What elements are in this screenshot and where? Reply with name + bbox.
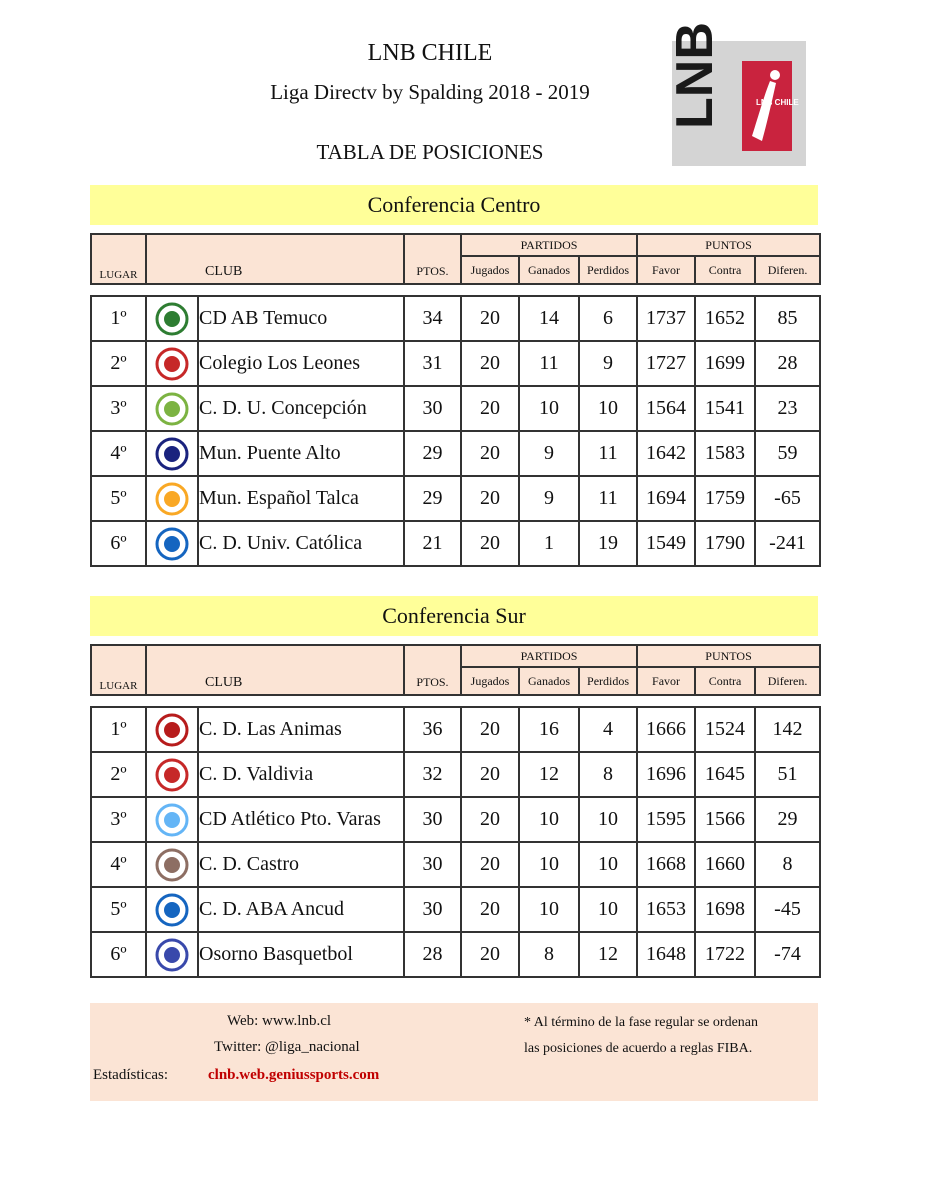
ganados-cell: 9 — [519, 431, 579, 476]
diferen-cell: 85 — [755, 296, 820, 341]
position-cell: 4º — [91, 431, 146, 476]
col-club: CLUB — [146, 645, 404, 695]
club-logo-cell — [146, 842, 198, 887]
favor-cell: 1696 — [637, 752, 695, 797]
ptos-cell: 32 — [404, 752, 461, 797]
position-cell: 3º — [91, 797, 146, 842]
ptos-cell: 36 — [404, 707, 461, 752]
jugados-cell: 20 — [461, 386, 519, 431]
col-ptos: PTOS. — [404, 234, 461, 284]
favor-cell: 1653 — [637, 887, 695, 932]
perdidos-cell: 11 — [579, 431, 637, 476]
diferen-cell: -65 — [755, 476, 820, 521]
contra-cell: 1722 — [695, 932, 755, 977]
ganados-cell: 12 — [519, 752, 579, 797]
col-puntos: PUNTOS — [637, 645, 820, 667]
club-logo-cell — [146, 341, 198, 386]
footer — [90, 1003, 818, 1101]
table-row — [91, 752, 820, 797]
position-cell: 2º — [91, 341, 146, 386]
favor-cell: 1727 — [637, 341, 695, 386]
footer-twitter[interactable]: Twitter: @liga_nacional — [214, 1039, 360, 1055]
club-logo-cell — [146, 932, 198, 977]
col-favor: Favor — [637, 667, 695, 695]
position-cell: 5º — [91, 887, 146, 932]
lnb-logo-icon — [666, 22, 806, 166]
diferen-cell: -241 — [755, 521, 820, 566]
favor-cell: 1668 — [637, 842, 695, 887]
favor-cell: 1648 — [637, 932, 695, 977]
perdidos-cell: 12 — [579, 932, 637, 977]
perdidos-cell: 6 — [579, 296, 637, 341]
ptos-cell: 29 — [404, 476, 461, 521]
col-ganados: Ganados — [519, 667, 579, 695]
table-title: TABLA DE POSICIONES — [316, 140, 544, 164]
osorno-logo-icon — [156, 939, 188, 971]
ganados-cell: 16 — [519, 707, 579, 752]
ganados-cell: 11 — [519, 341, 579, 386]
col-lugar: LUGAR — [91, 234, 146, 284]
ganados-cell: 14 — [519, 296, 579, 341]
castro-logo-icon — [156, 849, 188, 881]
jugados-cell: 20 — [461, 341, 519, 386]
footer-stats-label: Estadísticas: — [93, 1067, 168, 1083]
jugados-cell: 20 — [461, 932, 519, 977]
club-logo-cell — [146, 707, 198, 752]
los-leones-logo-icon — [156, 348, 188, 380]
club-name: C. D. Univ. Católica — [198, 521, 404, 566]
ptos-cell: 30 — [404, 797, 461, 842]
club-name: C. D. Valdivia — [198, 752, 404, 797]
footer-note-line2: las posiciones de acuerdo a reglas FIBA. — [524, 1041, 753, 1056]
contra-cell: 1652 — [695, 296, 755, 341]
contra-cell: 1699 — [695, 341, 755, 386]
club-logo-cell — [146, 797, 198, 842]
ganados-cell: 10 — [519, 797, 579, 842]
ptos-cell: 29 — [404, 431, 461, 476]
favor-cell: 1549 — [637, 521, 695, 566]
favor-cell: 1564 — [637, 386, 695, 431]
club-name: C. D. Castro — [198, 842, 404, 887]
col-jugados: Jugados — [461, 667, 519, 695]
table-row — [91, 797, 820, 842]
col-ganados: Ganados — [519, 256, 579, 284]
club-name: C. D. U. Concepción — [198, 386, 404, 431]
col-perdidos: Perdidos — [579, 256, 637, 284]
diferen-cell: 29 — [755, 797, 820, 842]
lnb-logo — [666, 22, 806, 166]
catolica-logo-icon — [156, 528, 188, 560]
ptos-cell: 28 — [404, 932, 461, 977]
diferen-cell: 51 — [755, 752, 820, 797]
club-name: CD AB Temuco — [198, 296, 404, 341]
perdidos-cell: 10 — [579, 797, 637, 842]
ganados-cell: 10 — [519, 842, 579, 887]
ptos-cell: 30 — [404, 386, 461, 431]
col-partidos: PARTIDOS — [461, 234, 637, 256]
col-diferen: Diferen. — [755, 667, 820, 695]
table-row — [91, 887, 820, 932]
diferen-cell: -45 — [755, 887, 820, 932]
perdidos-cell: 19 — [579, 521, 637, 566]
perdidos-cell: 10 — [579, 887, 637, 932]
table-row — [91, 386, 820, 431]
perdidos-cell: 10 — [579, 842, 637, 887]
jugados-cell: 20 — [461, 752, 519, 797]
table-row — [91, 476, 820, 521]
jugados-cell: 20 — [461, 797, 519, 842]
jugados-cell: 20 — [461, 707, 519, 752]
contra-cell: 1790 — [695, 521, 755, 566]
position-cell: 4º — [91, 842, 146, 887]
favor-cell: 1694 — [637, 476, 695, 521]
contra-cell: 1524 — [695, 707, 755, 752]
club-logo-cell — [146, 296, 198, 341]
diferen-cell: 8 — [755, 842, 820, 887]
position-cell: 6º — [91, 521, 146, 566]
perdidos-cell: 8 — [579, 752, 637, 797]
las-animas-logo-icon — [156, 714, 188, 746]
col-lugar: LUGAR — [91, 645, 146, 695]
position-cell: 3º — [91, 386, 146, 431]
position-cell: 6º — [91, 932, 146, 977]
ganados-cell: 10 — [519, 386, 579, 431]
table-row — [91, 431, 820, 476]
club-name: C. D. Las Animas — [198, 707, 404, 752]
page-subtitle: Liga Directv by Spalding 2018 - 2019 — [270, 80, 590, 104]
diferen-cell: 59 — [755, 431, 820, 476]
puente-alto-logo-icon — [156, 438, 188, 470]
diferen-cell: -74 — [755, 932, 820, 977]
club-name: Osorno Basquetbol — [198, 932, 404, 977]
diferen-cell: 28 — [755, 341, 820, 386]
contra-cell: 1541 — [695, 386, 755, 431]
footer-web[interactable]: Web: www.lnb.cl — [227, 1013, 332, 1029]
lnb-logo-text: LNB — [666, 22, 724, 129]
col-partidos: PARTIDOS — [461, 645, 637, 667]
conference-centro-title: Conferencia Centro — [90, 185, 818, 225]
pto-varas-logo-icon — [156, 804, 188, 836]
centro-standings-table — [90, 295, 821, 567]
favor-cell: 1666 — [637, 707, 695, 752]
conference-sur-title: Conferencia Sur — [90, 596, 818, 636]
jugados-cell: 20 — [461, 296, 519, 341]
table-row — [91, 707, 820, 752]
club-logo-cell — [146, 887, 198, 932]
perdidos-cell: 10 — [579, 386, 637, 431]
temuco-logo-icon — [156, 303, 188, 335]
col-contra: Contra — [695, 256, 755, 284]
udec-logo-icon — [156, 393, 188, 425]
ptos-cell: 30 — [404, 842, 461, 887]
centro-header — [90, 233, 821, 285]
table-row — [91, 842, 820, 887]
club-logo-cell — [146, 521, 198, 566]
jugados-cell: 20 — [461, 431, 519, 476]
club-name: CD Atlético Pto. Varas — [198, 797, 404, 842]
table-row — [91, 932, 820, 977]
ganados-cell: 10 — [519, 887, 579, 932]
club-name: C. D. ABA Ancud — [198, 887, 404, 932]
col-diferen: Diferen. — [755, 256, 820, 284]
ptos-cell: 21 — [404, 521, 461, 566]
club-logo-cell — [146, 476, 198, 521]
col-perdidos: Perdidos — [579, 667, 637, 695]
club-name: Mun. Puente Alto — [198, 431, 404, 476]
favor-cell: 1595 — [637, 797, 695, 842]
ganados-cell: 9 — [519, 476, 579, 521]
club-logo-cell — [146, 431, 198, 476]
aba-ancud-logo-icon — [156, 894, 188, 926]
contra-cell: 1583 — [695, 431, 755, 476]
sur-header — [90, 644, 821, 696]
perdidos-cell: 4 — [579, 707, 637, 752]
perdidos-cell: 9 — [579, 341, 637, 386]
col-puntos: PUNTOS — [637, 234, 820, 256]
club-logo-cell — [146, 386, 198, 431]
col-club: CLUB — [146, 234, 404, 284]
contra-cell: 1566 — [695, 797, 755, 842]
jugados-cell: 20 — [461, 476, 519, 521]
ganados-cell: 1 — [519, 521, 579, 566]
ptos-cell: 34 — [404, 296, 461, 341]
position-cell: 5º — [91, 476, 146, 521]
lnb-logo-small-text: LNB CHILE — [756, 98, 799, 107]
contra-cell: 1698 — [695, 887, 755, 932]
position-cell: 1º — [91, 707, 146, 752]
valdivia-logo-icon — [156, 759, 188, 791]
col-jugados: Jugados — [461, 256, 519, 284]
contra-cell: 1660 — [695, 842, 755, 887]
favor-cell: 1642 — [637, 431, 695, 476]
jugados-cell: 20 — [461, 521, 519, 566]
jugados-cell: 20 — [461, 842, 519, 887]
table-row — [91, 521, 820, 566]
diferen-cell: 23 — [755, 386, 820, 431]
espanol-talca-logo-icon — [156, 483, 188, 515]
club-logo-cell — [146, 752, 198, 797]
position-cell: 2º — [91, 752, 146, 797]
position-cell: 1º — [91, 296, 146, 341]
col-favor: Favor — [637, 256, 695, 284]
ptos-cell: 31 — [404, 341, 461, 386]
table-row — [91, 341, 820, 386]
contra-cell: 1759 — [695, 476, 755, 521]
sur-standings-table — [90, 706, 821, 978]
footer-stats-link[interactable]: clnb.web.geniussports.com — [208, 1067, 380, 1083]
col-contra: Contra — [695, 667, 755, 695]
jugados-cell: 20 — [461, 887, 519, 932]
col-ptos: PTOS. — [404, 645, 461, 695]
ganados-cell: 8 — [519, 932, 579, 977]
club-name: Mun. Español Talca — [198, 476, 404, 521]
page-title: LNB CHILE — [367, 40, 493, 66]
footer-note-line1: * Al término de la fase regular se ordenan — [524, 1015, 759, 1030]
perdidos-cell: 11 — [579, 476, 637, 521]
contra-cell: 1645 — [695, 752, 755, 797]
table-row — [91, 296, 820, 341]
favor-cell: 1737 — [637, 296, 695, 341]
ptos-cell: 30 — [404, 887, 461, 932]
club-name: Colegio Los Leones — [198, 341, 404, 386]
diferen-cell: 142 — [755, 707, 820, 752]
